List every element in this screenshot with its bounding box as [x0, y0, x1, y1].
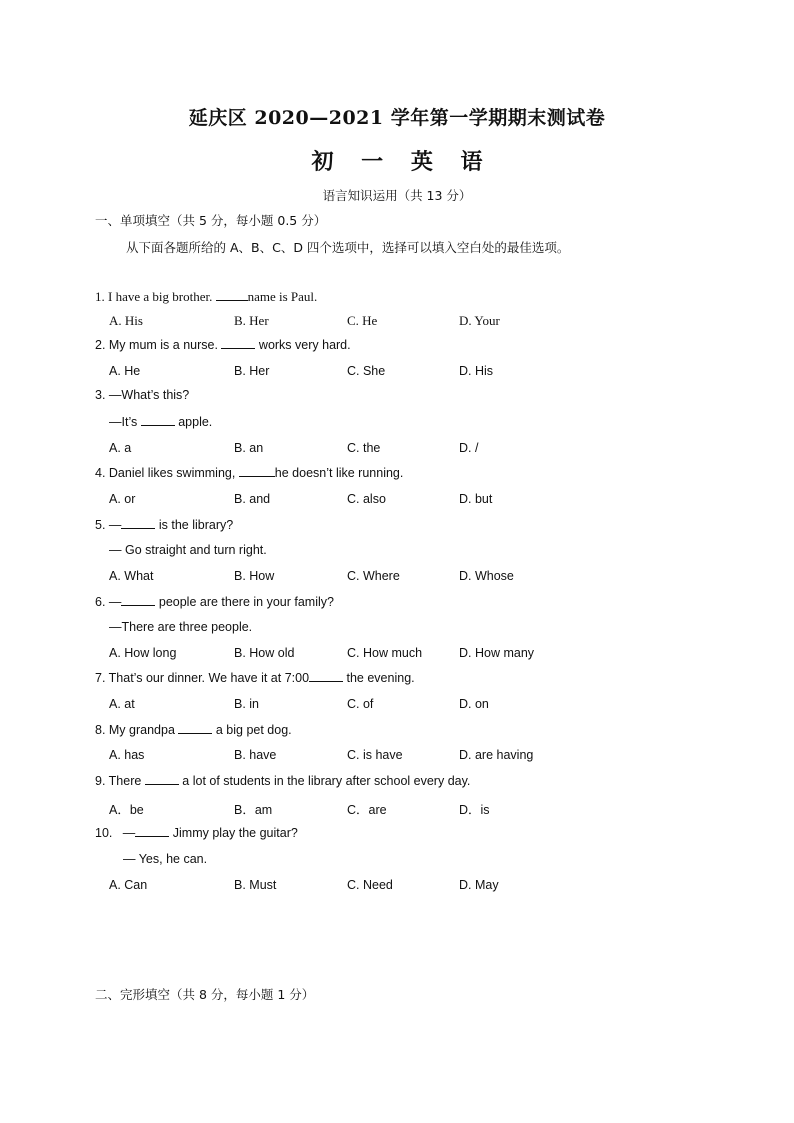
question-text: 2. My mum is a nurse. [95, 338, 222, 352]
option-c: C. also [347, 492, 386, 506]
option-a: A. What [109, 569, 154, 583]
question-text: a big pet dog. [212, 723, 292, 737]
option-c: C. the [347, 441, 381, 455]
question-text: works very hard. [255, 338, 351, 352]
option-b: B. and [234, 492, 271, 506]
option-a: A. or [109, 492, 136, 506]
question-text: he doesn’t like running. [274, 466, 404, 480]
question-2 [95, 338, 351, 352]
option-d: D. Whose [459, 569, 514, 583]
answer-blank [145, 774, 179, 785]
option-b: B. in [234, 697, 260, 711]
option-a: A. His [109, 313, 143, 328]
option-c: C. Where [347, 569, 400, 583]
option-d: D. are having [459, 748, 534, 762]
option-d: D．is [459, 803, 490, 817]
question-10 [95, 826, 298, 840]
answer-blank [178, 723, 212, 734]
option-a: A. a [109, 441, 132, 455]
question-text: is the library? [155, 518, 234, 532]
question-5 [95, 518, 233, 532]
question-text: 9. There [95, 774, 145, 788]
option-d: D. / [459, 441, 479, 455]
option-c: C. He [347, 313, 378, 328]
question-8 [95, 723, 292, 737]
question-text: 5. — [95, 518, 122, 532]
option-b: B. Her [234, 313, 269, 328]
option-b: B. Her [234, 364, 270, 378]
question-3: 3. —What’s this? [95, 388, 190, 402]
option-b: B．am [234, 803, 273, 817]
subject-title: 初 一 英 语 [311, 149, 493, 175]
question-6-answer-line: —There are three people. [109, 620, 253, 634]
option-d: D. His [459, 364, 494, 378]
question-text: 10. — [95, 826, 136, 840]
question-text: Jimmy play the guitar? [169, 826, 298, 840]
question-1 [95, 289, 317, 305]
option-a: A. has [109, 748, 145, 762]
question-text: name is Paul. [247, 289, 318, 304]
part2-heading: 二、完形填空（共 8 分，每小题 1 分） [95, 987, 315, 1002]
option-d: D. How many [459, 646, 535, 660]
question-10-answer-line: — Yes, he can. [123, 852, 208, 866]
question-3-answer-line [109, 415, 212, 429]
option-c: C. is have [347, 748, 403, 762]
answer-blank [216, 290, 248, 301]
option-d: D. May [459, 878, 499, 892]
exam-title: 延庆区 2020—2021 学年第一学期期末测试卷 [188, 107, 606, 129]
option-b: B. an [234, 441, 264, 455]
option-b: B. How old [234, 646, 295, 660]
question-text: 1. I have a big brother. [95, 289, 216, 304]
option-a: A. He [109, 364, 141, 378]
option-a: A. Can [109, 878, 148, 892]
option-d: D. Your [459, 313, 500, 328]
question-text: apple. [174, 415, 213, 429]
option-c: C. She [347, 364, 386, 378]
option-b: B. have [234, 748, 277, 762]
option-c: C. of [347, 697, 374, 711]
question-text: 4. Daniel likes swimming, [95, 466, 239, 480]
option-d: D. but [459, 492, 493, 506]
question-text: 8. My grandpa [95, 723, 179, 737]
part1-heading: 一、单项填空（共 5 分，每小题 0.5 分） [95, 213, 327, 228]
answer-blank [309, 671, 343, 682]
section-title: 语言知识运用（共 13 分） [322, 188, 472, 203]
option-a: A. at [109, 697, 135, 711]
option-c: C. How much [347, 646, 423, 660]
answer-blank [221, 338, 255, 349]
answer-blank [141, 415, 175, 426]
option-c: C．are [347, 803, 387, 817]
option-a: A．be [109, 803, 144, 817]
option-c: C. Need [347, 878, 393, 892]
question-7 [95, 671, 415, 685]
question-6 [95, 595, 334, 609]
answer-blank [135, 826, 169, 837]
option-a: A. How long [109, 646, 177, 660]
option-d: D. on [459, 697, 489, 711]
question-text: the evening. [343, 671, 415, 685]
question-5-answer-line: — Go straight and turn right. [109, 543, 267, 557]
question-4 [95, 466, 403, 480]
question-text: a lot of students in the library after school every day. [178, 774, 471, 788]
answer-blank [121, 518, 155, 529]
option-b: B. Must [234, 878, 277, 892]
question-text: people are there in your family? [155, 595, 334, 609]
answer-blank [239, 466, 275, 477]
question-text: —It’s [109, 415, 141, 429]
answer-blank [121, 595, 155, 606]
question-text: 7. That’s our dinner. We have it at 7:00 [95, 671, 310, 685]
question-9 [95, 774, 470, 788]
part1-instruction: 从下面各题所给的 A、B、C、D 四个选项中，选择可以填入空白处的最佳选项。 [126, 240, 570, 255]
question-text: 6. — [95, 595, 122, 609]
option-b: B. How [234, 569, 275, 583]
